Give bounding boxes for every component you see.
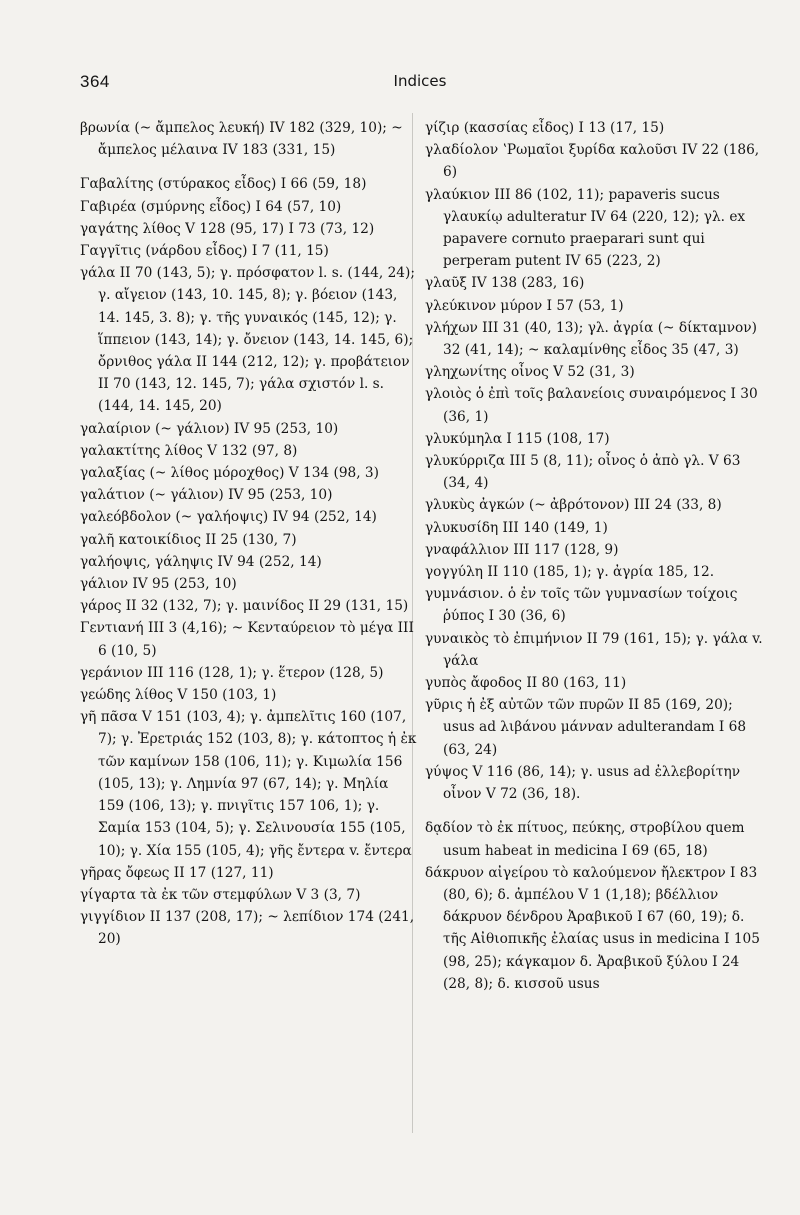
index-entry: γίγαρτα τὰ ἐκ τῶν στεμφύλων V 3 (3, 7)	[80, 886, 361, 903]
index-entry: Γαβιρέα (σμύρνης εἶδος) I 64 (57, 10)	[80, 198, 342, 215]
index-entry: γογγύλη II 110 (185, 1); γ. ἀγρία 185, 12.	[425, 564, 715, 581]
index-entry: γλεύκινον μύρον I 57 (53, 1)	[425, 297, 624, 314]
index-entry: Γαβαλίτης (στύρακος εἶδος) I 66 (59, 18)	[80, 176, 367, 193]
index-entry: δάκρυον αἰγείρου τὸ καλούμενον ἤλεκτρον I 83 (80, 6); δ. ἀμπέλου V 1 (1,18); βδέλλιον δάκρυον δένδρου Ἀραβικοῦ I 67 (60, 19); δ. τῆς Αἰθιοπικῆς ἐλαίας usus in medicina I 105 (98, 25); κάγκαμον δ. Ἀραβικοῦ ξύλου I 24 (28, 8); δ. κισσοῦ usus	[425, 864, 760, 992]
page-number: 364	[80, 72, 110, 91]
index-entry: γάλα II 70 (143, 5); γ. πρόσφατον l. s. (144, 24); γ. αἴγειον (143, 10. 145, 8); γ. βόειον (143, 14. 145, 3. 8); γ. τῆς γυναικός (145, 12); γ. ἵππειον (143, 14); γ. ὄνειον (143, 14. 145, 6); ὄρνιθος γάλα II 144 (212, 12); γ. προβάτειον II 70 (143, 12. 145, 7); γάλα σχιστόν l. s. (144, 14. 145, 20)	[80, 265, 415, 415]
index-entry: γαλαίριον (~ γάλιον) IV 95 (253, 10)	[80, 420, 339, 437]
index-entry: γαλακτίτης λίθος V 132 (97, 8)	[80, 442, 298, 459]
running-title: Indices	[393, 72, 447, 90]
index-entry: γῆ πᾶσα V 151 (103, 4); γ. ἀμπελῖτις 160 (107, 7); γ. Ἐρετριάς 152 (103, 8); γ. κάτοπτος ἡ ἐκ τῶν καμίνων 158 (106, 11); γ. Κιμωλία 156 (105, 13); γ. Λημνία 97 (67, 14); γ. Μηλία 159 (106, 13); γ. πνιγῖτις 157 106, 1); γ. Σαμία 153 (104, 5); γ. Σελινουσία 155 (105, 10); γ. Χία 155 (105, 4); γῆς ἔντερα v. ἔντερα	[80, 709, 417, 859]
index-column-left	[80, 117, 418, 951]
index-entry: γαλῆ κατοικίδιος II 25 (130, 7)	[80, 531, 297, 548]
index-entry: γάρος II 32 (132, 7); γ. μαινίδος II 29 (131, 15)	[80, 598, 409, 615]
index-entry: γαγάτης λίθος V 128 (95, 17) I 73 (73, 12)	[80, 220, 375, 237]
index-entry: γλήχων III 31 (40, 13); γλ. ἀγρία (~ δίκταμνον) 32 (41, 14); ~ καλαμίνθης εἶδος 35 (47, 3)	[425, 319, 757, 359]
index-entry: γίζιρ (κασσίας εἶδος) I 13 (17, 15)	[425, 120, 665, 136]
index-entry: γυπὸς ἄφοδος II 80 (163, 11)	[425, 675, 627, 692]
index-entry: γεράνιον III 116 (128, 1); γ. ἕτερον (128, 5)	[80, 664, 384, 681]
index-entry: Γεντιανή III 3 (4,16); ~ Κενταύρειον τὸ μέγα III 6 (10, 5)	[80, 620, 414, 659]
index-entry: γλυκύρριζα III 5 (8, 11); οἶνος ὁ ἀπὸ γλ. V 63 (34, 4)	[425, 453, 741, 492]
index-entry: γλαδίολον ʽΡωμαῖοι ξυρίδα καλοῦσι IV 22 (186, 6)	[425, 142, 760, 181]
index-entry: δᾳδίον τὸ ἐκ πίτυος, πεύκης, στροβίλου quem usum habeat in medicina I 69 (65, 18)	[425, 820, 745, 859]
index-entry: γιγγίδιον II 137 (208, 17); ~ λεπίδιον 174 (241, 20)	[80, 909, 415, 948]
index-entry: γαλάτιον (~ γάλιον) IV 95 (253, 10)	[80, 487, 333, 504]
index-column-right	[425, 117, 763, 995]
index-entry: γληχωνίτης οἶνος V 52 (31, 3)	[425, 364, 635, 381]
index-entry: βρωνία (~ ἄμπελος λευκή) IV 182 (329, 10); ~ ἄμπελος μέλαινα IV 183 (331, 15)	[80, 120, 403, 159]
index-entry: γναφάλλιον III 117 (128, 9)	[425, 541, 619, 558]
index-entry: γαλαξίας (~ λίθος μόροχθος) V 134 (98, 3)	[80, 465, 379, 482]
index-entry: γῆρας ὄφεως II 17 (127, 11)	[80, 864, 274, 881]
page-header	[80, 72, 760, 102]
index-entry: γλαύκιον III 86 (102, 11); papaveris sucus γλαυκίῳ adulteratur IV 64 (220, 12); γλ. ex papavere cornuto praeparari sunt qui perperam putent IV 65 (223, 2)	[425, 186, 746, 270]
index-entry: γλυκὺς ἀγκών (~ ἀβρότονον) III 24 (33, 8)	[425, 497, 722, 514]
index-entry: γυναικὸς τὸ ἐπιμήνιον II 79 (161, 15); γ. γάλα v. γάλα	[425, 630, 763, 669]
index-entry: γεώδης λίθος V 150 (103, 1)	[80, 687, 277, 704]
index-entry: γυμνάσιον. ὁ ἐν τοῖς τῶν γυμνασίων τοίχοις ῥύπος I 30 (36, 6)	[425, 586, 738, 625]
index-entry: γύψος V 116 (86, 14); γ. usus ad ἐλλεβορίτην οἶνον V 72 (36, 18).	[425, 763, 741, 803]
index-entry: γλυκύμηλα I 115 (108, 17)	[425, 430, 610, 447]
index-entry: γῦρις ἡ ἐξ αὐτῶν τῶν πυρῶν II 85 (169, 20); usus ad λιβάνου μάνναν adulterandam I 68 (63, 24)	[425, 697, 747, 758]
index-entry: γαλεόβδολον (~ γαλήοψις) IV 94 (252, 14)	[80, 509, 377, 526]
index-entry: γάλιον IV 95 (253, 10)	[80, 576, 237, 593]
index-entry: γλυκυσίδη III 140 (149, 1)	[425, 519, 608, 536]
index-entry: γλαῦξ IV 138 (283, 16)	[425, 275, 585, 292]
index-entry: Γαγγῖτις (νάρδου εἶδος) I 7 (11, 15)	[80, 243, 329, 260]
index-entry: γλοιὸς ὁ ἐπὶ τοῖς βαλανείοις συναιρόμενος I 30 (36, 1)	[425, 386, 758, 425]
index-entry: γαλήοψις, γάληψις IV 94 (252, 14)	[80, 553, 322, 570]
